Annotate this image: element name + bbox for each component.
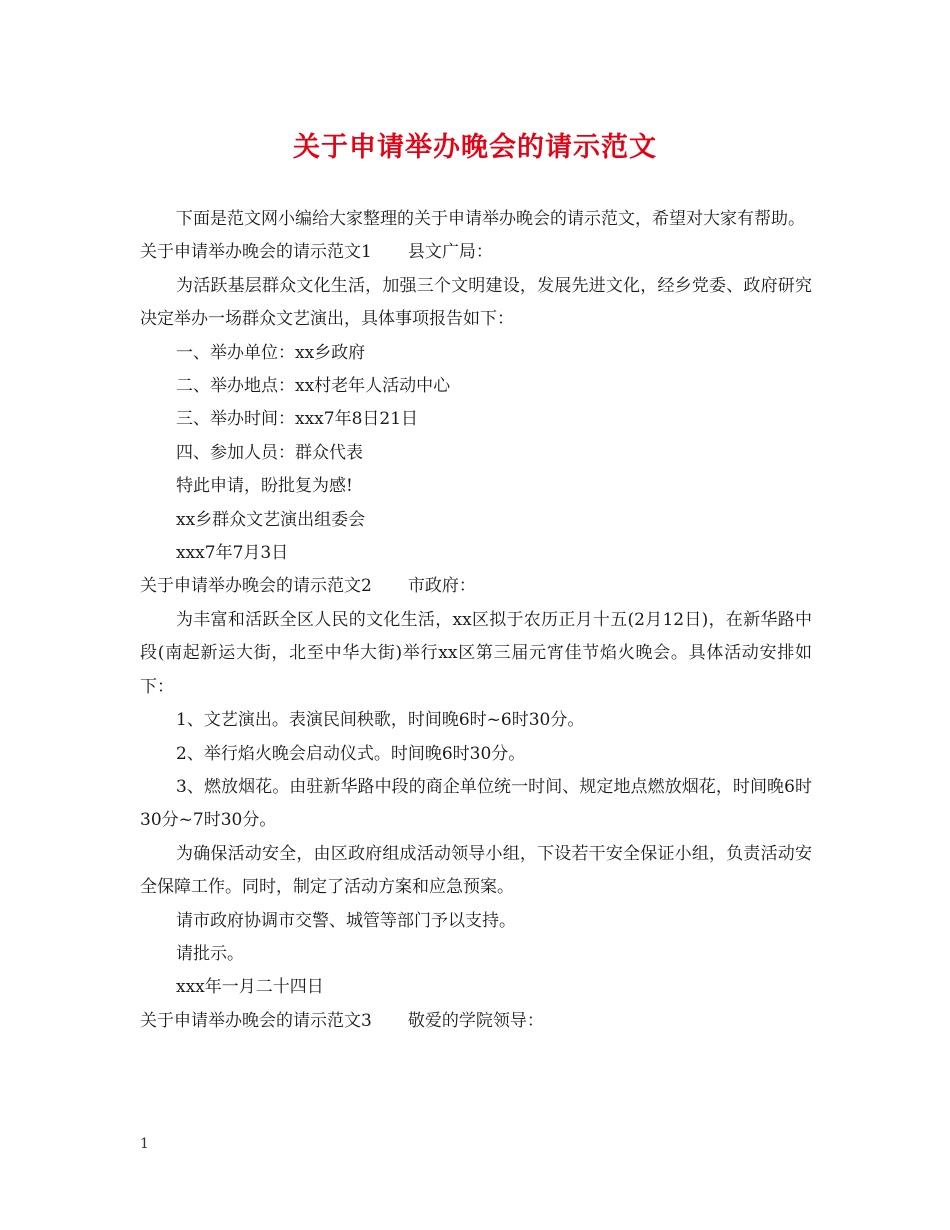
list-item: 3、燃放烟花。由驻新华路中段的商企单位统一时间、规定地点燃放烟花，时间晚6时30分~7时30分。 xyxy=(140,776,812,831)
section-heading-3 xyxy=(140,1005,812,1038)
page-number: 1 xyxy=(140,1136,149,1152)
list-item: 四、参加人员：群众代表 xyxy=(176,442,363,463)
closing-line: 特此申请，盼批复为感! xyxy=(176,476,353,497)
body-paragraph: 为丰富和活跃全区人民的文化生活，xx区拟于农历正月十五(2月12日)，在新华路中段(南起新运大街，北至中华大街)举行xx区第三届元宵佳节焰火晚会。具体活动安排如下： xyxy=(140,609,812,697)
list-item: 一、举办单位：xx乡政府 xyxy=(176,342,366,363)
list-item: 2、举行焰火晚会启动仪式。时间晚6时30分。 xyxy=(176,743,526,764)
section-heading-2 xyxy=(140,570,812,603)
signature-date: xxx年一月二十四日 xyxy=(176,977,324,998)
body-paragraph: 为活跃基层群众文化生活，加强三个文明建设，发展先进文化，经乡党委、政府研究决定举办一场群众文艺演出，具体事项报告如下： xyxy=(140,275,812,330)
list-item: 1、文艺演出。表演民间秧歌，时间晚6时~6时30分。 xyxy=(176,710,585,731)
intro-paragraph: 下面是范文网小编给大家整理的关于申请举办晚会的请示范文，希望对大家有帮助。 xyxy=(176,209,805,229)
section-addressee: 县文广局： xyxy=(407,242,493,263)
section-addressee: 市政府： xyxy=(407,576,476,597)
list-item: 三、举办时间：xxx7年8日21日 xyxy=(176,409,419,430)
closing-line: 请批示。 xyxy=(176,943,244,964)
list-item: 二、举办地点：xx村老年人活动中心 xyxy=(176,376,451,397)
section-title: 关于申请举办晚会的请示范文3 xyxy=(140,1010,372,1031)
section-title: 关于申请举办晚会的请示范文1 xyxy=(140,242,372,263)
section-title: 关于申请举办晚会的请示范文2 xyxy=(140,576,372,597)
document-body xyxy=(140,203,812,1038)
signature-date: xxx7年7月3日 xyxy=(176,543,289,564)
signature-org: xx乡群众文艺演出组委会 xyxy=(176,509,366,530)
section-heading-1 xyxy=(140,236,812,269)
document-title: 关于申请举办晚会的请示范文 xyxy=(293,132,657,163)
section-addressee: 敬爱的学院领导： xyxy=(407,1010,544,1031)
body-paragraph: 为确保活动安全，由区政府组成活动领导小组，下设若干安全保证小组，负责活动安全保障工作。同时，制定了活动方案和应急预案。 xyxy=(140,843,812,898)
body-paragraph: 请市政府协调市交警、城管等部门予以支持。 xyxy=(176,910,516,931)
